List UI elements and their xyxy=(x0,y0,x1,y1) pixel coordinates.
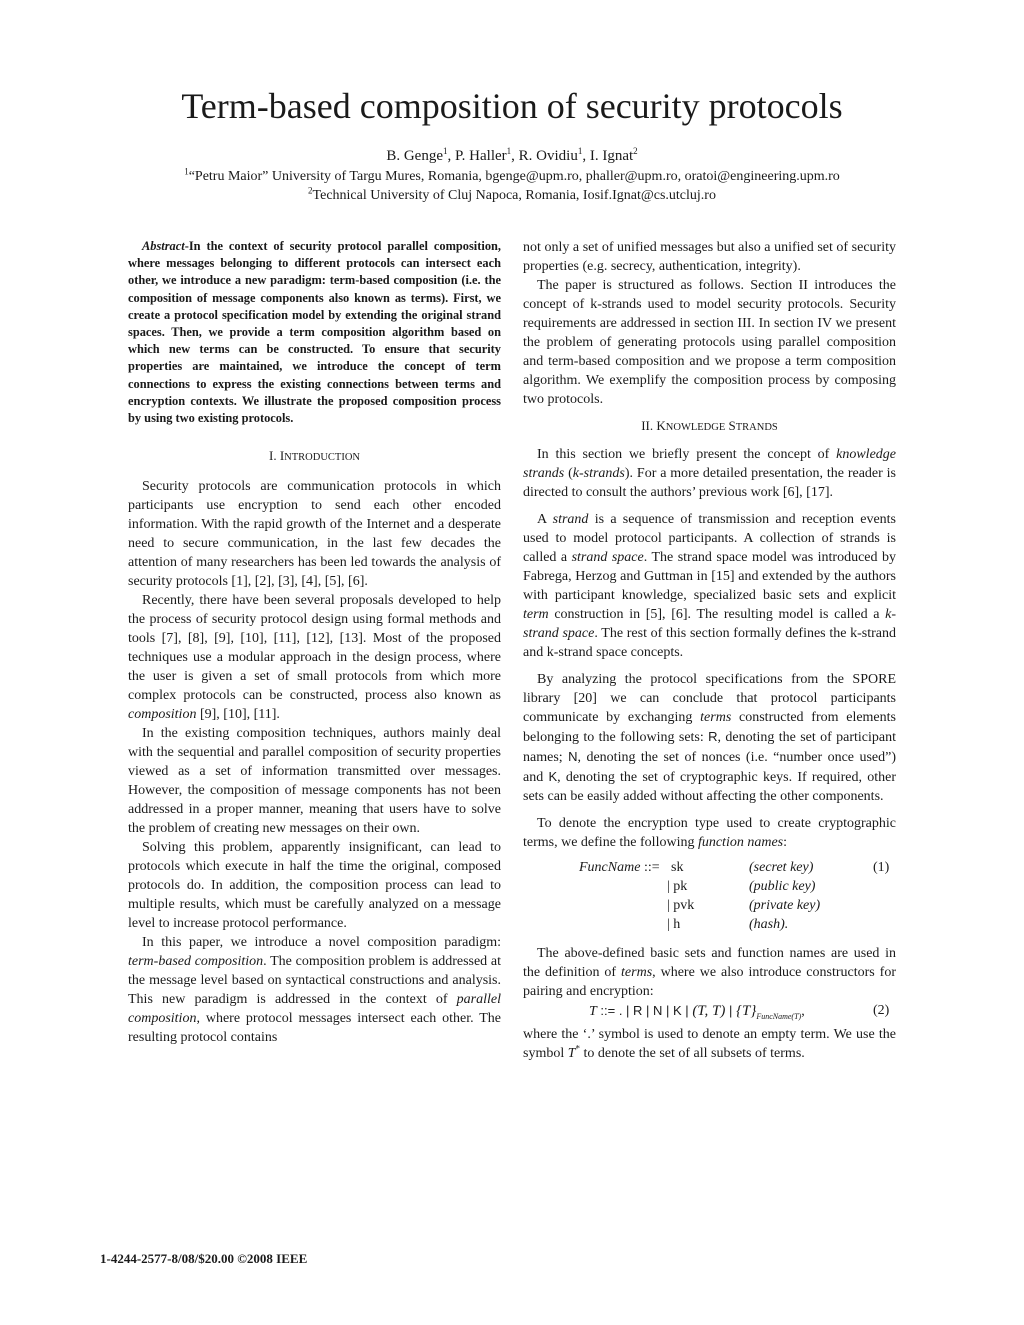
intro-paragraph: Security protocols are communication protocols in which participants use encryption to send each other encoded information. With the rapid growth of the Internet and a desperate need to secure communication, in the last few decades the attention of many researchers has been led towards the analysis of security protocols [1], [2], [3], [4], [5], [6]. xyxy=(128,479,501,590)
equation-funcname: FuncName ::= sk | pk | pvk | h (secret key) (public key) (private key) (hash). (1) xyxy=(579,860,890,932)
equation-number: (1) xyxy=(873,860,890,875)
equation-terms: T ::= . | R | N | K | (T, T) | $\{T\}_{FuncName(T)}$, (2) xyxy=(589,1003,890,1021)
abstract-label: Abstract xyxy=(142,239,185,253)
body-paragraph: To denote the encryption type used to create cryptographic terms, we define the following function names: xyxy=(523,816,896,850)
affiliation-mark: 2 xyxy=(633,146,638,156)
eq-option: | pvk xyxy=(667,898,695,913)
affiliation-mark: 1 xyxy=(184,166,189,177)
author-list xyxy=(0,146,1024,166)
affiliation-text: “Petru Maior” University of Targu Mures, Romania, bgenge@upm.ro, phaller@upm.ro, oratoi@engineering.upm.ro xyxy=(188,169,840,184)
eq-desc: (hash). xyxy=(749,917,789,932)
paper-title: Term-based composition of security protocols xyxy=(181,86,843,126)
affiliation-mark: 2 xyxy=(308,185,313,196)
body-paragraph: The paper is structured as follows. Section II introduces the concept of k-strands used to model security protocols. Security requirements are addressed in section III. In section IV we present the problem of generating protocols using parallel composition and term-based composition and we propose a term composition algorithm. We exemplify the composition process by composing two protocols. xyxy=(523,278,896,407)
abstract xyxy=(128,238,501,427)
affiliation-text: Technical University of Cluj Napoca, Romania, Iosif.Ignat@cs.utcluj.ro xyxy=(312,188,716,203)
affiliation-mark: 1 xyxy=(442,146,448,156)
affiliation-2 xyxy=(0,186,1024,205)
intro-paragraph: In this paper, we introduce a novel composition paradigm: term-based composition. The composition problem is addressed at the message level based on syntactical constructions and analysis. This new paradigm is addressed in the context of parallel composition, where protocol messages intersect each other. The resulting protocol contains xyxy=(128,935,501,1046)
intro-paragraph: Solving this problem, apparently insignificant, can lead to protocols which execute in half the time the original, composed protocols do. In addition, the composition process can lead to multiple results, which must be carefully analyzed on a message level to increase protocol performance. xyxy=(128,840,501,932)
eq-option: sk xyxy=(671,860,684,875)
copyright-footer: 1-4244-2577-8/08/$20.00 ©2008 IEEE xyxy=(100,1251,308,1266)
right-column xyxy=(523,238,896,1063)
affiliation-1 xyxy=(0,167,1024,186)
body-paragraph: where the ‘.’ symbol is used to denote an empty term. We use the symbol T* to denote the set of all subsets of terms. xyxy=(523,1027,896,1061)
affiliation-mark: 1 xyxy=(577,146,583,156)
author-name: , I. Ignat xyxy=(582,148,634,164)
affiliation-mark: 1 xyxy=(506,146,512,156)
eq-desc: (private key) xyxy=(749,898,821,913)
equation-number: (2) xyxy=(873,1003,890,1018)
eq-desc: (secret key) xyxy=(749,860,814,875)
body-paragraph: not only a set of unified messages but also a unified set of security properties (e.g. secrecy, authentication, integrity). xyxy=(523,240,896,274)
eq-option: | pk xyxy=(667,879,688,894)
section-heading-knowledge-strands: II. KNOWLEDGE STRANDS xyxy=(641,418,778,433)
eq-desc: (public key) xyxy=(749,879,816,894)
eq-option: | h xyxy=(667,917,681,932)
abstract-text: -In the context of security protocol parallel composition, where messages belonging to different protocols can intersect each other, we introduce a new paradigm: term-based composition (i.e. the composition of message components also known as terms). First, we create a protocol specification model by extending the original strand spaces. Then, we provide a term composition algorithm based on which new terms can be constructed. To ensure that security properties are maintained, we introduce the concept of term connections to express the existing connections between terms and encryption contexts. We illustrate the proposed composition process by using two existing protocols. xyxy=(128,239,501,426)
body-paragraph: The above-defined basic sets and function names are used in the definition of terms, where we also introduce constructors for pairing and encryption: xyxy=(523,946,896,999)
left-column xyxy=(128,238,501,1047)
body-paragraph: By analyzing the protocol specifications from the SPORE library [20] we can conclude that protocol participants communicate by exchanging terms constructed from elements belonging to the following sets: R, denoting the set of participant names; N, denoting the set of nonces (i.e. “number once used”) and K, denoting the set of cryptographic keys. If required, other sets can be easily added without affecting the other components. xyxy=(523,672,897,804)
body-paragraph: A strand is a sequence of transmission and reception events used to model protocol participants. A collection of strands is called a strand space. The strand space model was introduced by Fabrega, Herzog and Guttman in [15] and extended by the authors with participant knowledge, specialized basic sets and explicit term construction in [5], [6]. The resulting model is called a k-strand space. The rest of this section formally defines the k-strand and k-strand space concepts. xyxy=(523,512,897,660)
intro-paragraph: Recently, there have been several proposals developed to help the process of security protocol design using formal methods and tools [7], [8], [9], [10], [11], [12], [13]. Most of the proposed techniques use a modular approach in the design process, where the user is given a set of small protocols from which more complex protocols can be constructed, process also known as composition [9], [10], [11]. xyxy=(128,593,501,723)
author-name: , R. Ovidiu xyxy=(511,148,578,164)
author-name: B. Genge xyxy=(386,148,443,164)
body-paragraph: In this section we briefly present the concept of knowledge strands (k-strands). For a more detailed presentation, the reader is directed to consult the authors’ previous work [6], [17]. xyxy=(523,447,896,500)
intro-paragraph: In the existing composition techniques, authors mainly deal with the sequential and parallel composition of security properties viewed as a set of information transmitted over messages. However, the composition of message components has not been addressed in a proper manner, meaning that users have to solve the problem of creating new messages on their own. xyxy=(128,726,501,837)
author-name: , P. Haller xyxy=(447,148,507,164)
section-heading-introduction: I. INTRODUCTION xyxy=(268,448,360,464)
